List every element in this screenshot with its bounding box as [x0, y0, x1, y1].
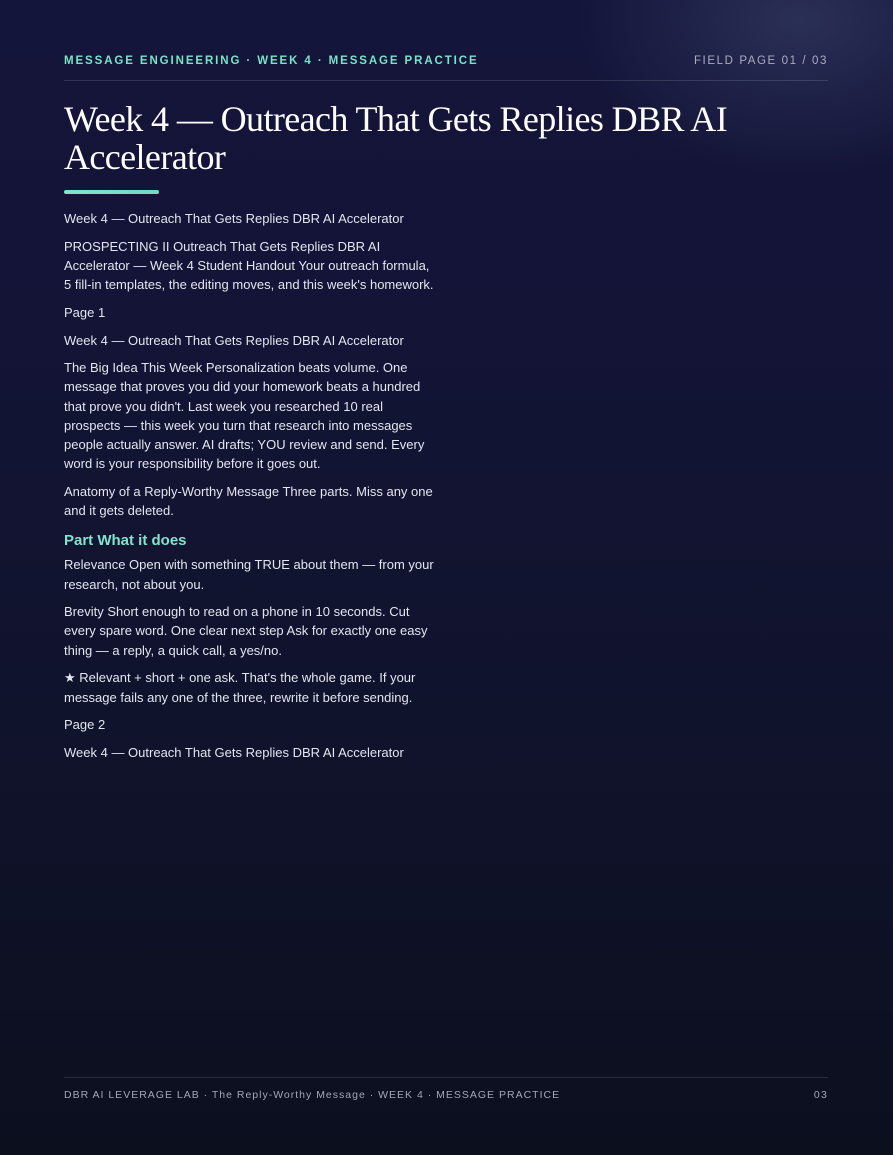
table-subheading: Part What it does [64, 532, 187, 550]
running-title: Week 4 — Outreach That Gets Replies DBR AI Accelerator [64, 744, 404, 760]
relevance-paragraph: Relevance Open with something TRUE about them — from your research, not about you. [64, 557, 434, 592]
callout-paragraph: ★ Relevant + short + one ask. That's the whole game. If your message fails any one of the three, rewrite it before sending. [64, 670, 416, 705]
big-idea-paragraph: The Big Idea This Week Personalization beats volume. One message that proves you did your homework beats a hundred that prove you didn't. Last week you researched 10 real prospects — this week you turn that research into messages people actually answer. AI drafts; YOU review and send. Every word is your responsibility before it goes out. [64, 360, 425, 472]
page-header [64, 53, 828, 81]
footer-credit: DBR AI LEVERAGE LAB · The Reply-Worthy Message · WEEK 4 · MESSAGE PRACTICE [64, 1089, 561, 1101]
footer-page-number: 03 [813, 1089, 828, 1101]
page-footer [64, 1077, 828, 1108]
running-title: Week 4 — Outreach That Gets Replies DBR AI Accelerator [64, 332, 404, 348]
page-marker: Page 2 [64, 717, 106, 733]
page-title: Week 4 — Outreach That Gets Replies DBR AI Accelerator [64, 99, 728, 177]
running-title: Week 4 — Outreach That Gets Replies DBR AI Accelerator [64, 211, 404, 226]
section-kicker: MESSAGE ENGINEERING · WEEK 4 · MESSAGE PRACTICE [64, 55, 479, 67]
field-page-counter: FIELD PAGE 01 / 03 [693, 55, 828, 67]
intro-paragraph: PROSPECTING II Outreach That Gets Replies DBR AI Accelerator — Week 4 Student Handout Your outreach formula, 5 fill-in templates, the editing moves, and this week's homework. [64, 238, 434, 293]
body-text [64, 209, 436, 771]
anatomy-paragraph: Anatomy of a Reply-Worthy Message Three parts. Miss any one and it gets deleted. [64, 483, 433, 519]
title-accent-rule [64, 190, 159, 194]
page-marker: Page 1 [64, 304, 106, 320]
brevity-paragraph: Brevity Short enough to read on a phone in 10 seconds. Cut every spare word. One clear next step Ask for exactly one easy thing — a reply, a quick call, a yes/no. [64, 604, 428, 658]
